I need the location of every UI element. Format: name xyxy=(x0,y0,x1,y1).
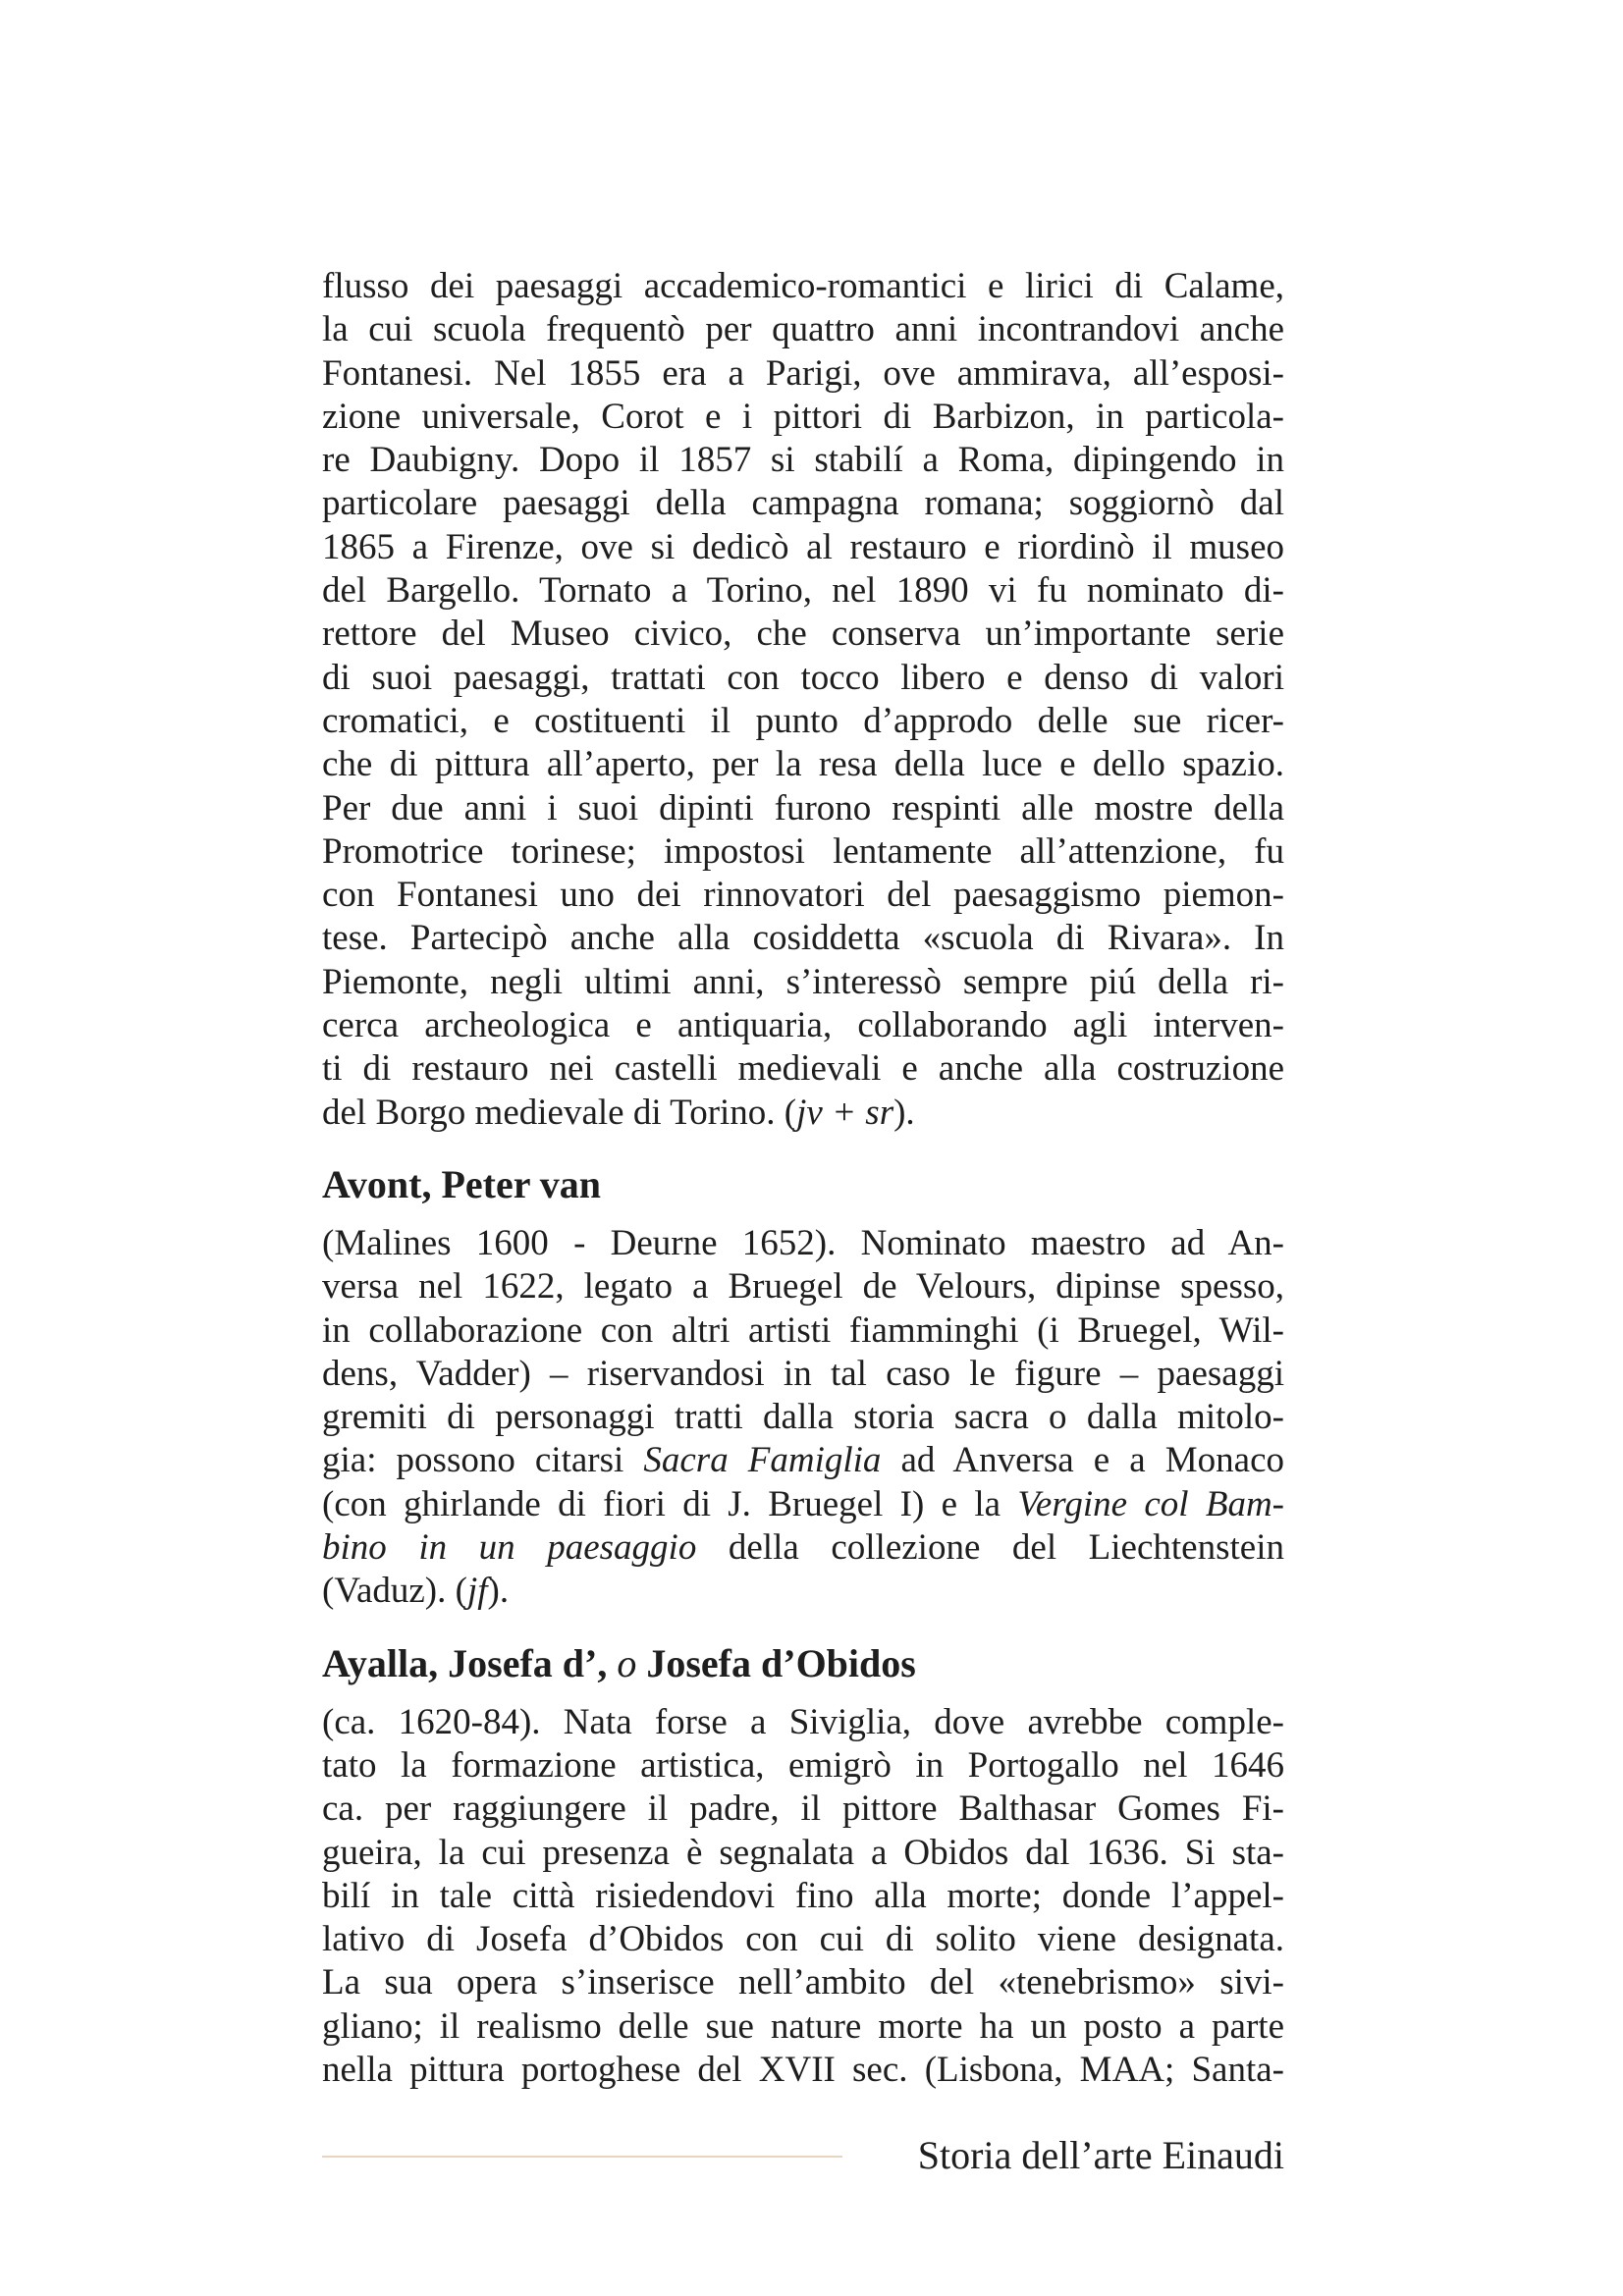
artwork-title: bino in un paesaggio xyxy=(322,1527,697,1569)
text-line: La sua opera s’inserisce nell’ambito del «tenebrismo» sivi- xyxy=(322,1962,1284,2003)
text-line: rettore del Museo civico, che conserva un’importante serie xyxy=(322,614,1284,655)
text-line: versa nel 1622, legato a Bruegel de Velours, dipinse spesso, xyxy=(322,1266,1284,1308)
text-line: Piemonte, negli ultimi anni, s’interessò sempre piú della ri- xyxy=(322,961,1284,1002)
entry-heading xyxy=(322,1640,1284,1687)
text-line: cromatici, e costituenti il punto d’approdo delle sue ricer- xyxy=(322,700,1284,741)
text-line xyxy=(322,1439,1284,1482)
text-line: 1865 a Firenze, ove si dedicò al restauro e riordinò il museo xyxy=(322,526,1284,567)
text-line: Per due anni i suoi dipinti furono respinti alle mostre della xyxy=(322,787,1284,828)
text-line: re Daubigny. Dopo il 1857 si stabilí a Roma, dipingendo in xyxy=(322,440,1284,481)
text-segment: gia: possono citarsi xyxy=(322,1440,644,1481)
artwork-title: Sacra Famiglia xyxy=(643,1440,882,1481)
footer-rule xyxy=(322,2156,842,2158)
text-line: la cui scuola frequentò per quattro anni incontrandovi anche xyxy=(322,309,1284,350)
text-segment: ad Anversa e a Monaco xyxy=(881,1440,1284,1481)
text-line: che di pittura all’aperto, per la resa della luce e dello spazio. xyxy=(322,744,1284,785)
text-line: flusso dei paesaggi accademico-romantici e lirici di Calame, xyxy=(322,266,1284,306)
text-line: del Bargello. Tornato a Torino, nel 1890 vi fu nominato di- xyxy=(322,570,1284,612)
author-initials: jf xyxy=(466,1571,488,1612)
text-line xyxy=(322,1570,1284,1613)
text-segment: ). xyxy=(487,1571,510,1612)
text-line: gliano; il realismo delle sue nature morte ha un posto a parte xyxy=(322,2005,1284,2047)
heading-connector: o xyxy=(617,1640,637,1685)
text-segment: (con ghirlande di fiori di J. Bruegel I) e la xyxy=(322,1483,1018,1524)
text-segment: della collezione del Liechtenstein xyxy=(696,1527,1284,1569)
text-line: tese. Partecipò anche alla cosiddetta «scuola di Rivara». In xyxy=(322,918,1284,959)
footer-label: Storia dell’arte Einaudi xyxy=(917,2133,1284,2177)
text-line: nella pittura portoghese del XVII sec. (Lisbona, MAA; Santa- xyxy=(322,2049,1284,2090)
text-line: cerca archeologica e antiquaria, collaborando agli interven- xyxy=(322,1005,1284,1046)
entry-heading: Avont, Peter van xyxy=(322,1161,602,1206)
text-line: ca. per raggiungere il padre, il pittore Balthasar Gomes Fi- xyxy=(322,1789,1284,1830)
text-segment: (Vaduz). ( xyxy=(322,1571,467,1612)
page-body xyxy=(322,265,1284,2092)
text-line xyxy=(322,1483,1284,1526)
artwork-title: Vergine col Bam- xyxy=(1017,1483,1284,1524)
heading-main: Ayalla, Josefa d’, xyxy=(322,1640,608,1685)
text-line: tato la formazione artistica, emigrò in Portogallo nel 1646 xyxy=(322,1744,1284,1786)
text-line: lativo di Josefa d’Obidos con cui di solito viene designata. xyxy=(322,1919,1284,1960)
entry-ayalla xyxy=(322,1640,1284,2093)
heading-alternate: Josefa d’Obidos xyxy=(646,1640,916,1685)
entry-avont xyxy=(322,1161,1284,1614)
page-footer xyxy=(322,2128,1284,2187)
text-line: zione universale, Corot e i pittori di Barbizon, in particola- xyxy=(322,396,1284,437)
text-segment: del Borgo medievale di Torino. ( xyxy=(322,1092,797,1133)
text-line: con Fontanesi uno dei rinnovatori del paesaggismo piemon- xyxy=(322,875,1284,916)
text-line: particolare paesaggi della campagna romana; soggiornò dal xyxy=(322,483,1284,524)
text-line: dens, Vadder) – riservandosi in tal caso le figure – paesaggi xyxy=(322,1353,1284,1394)
text-line: gueira, la cui presenza è segnalata a Obidos dal 1636. Si sta- xyxy=(322,1832,1284,1873)
text-line xyxy=(322,1092,1284,1135)
text-segment: ). xyxy=(893,1092,915,1133)
text-line: gremiti di personaggi tratti dalla storia sacra o dalla mitolo- xyxy=(322,1397,1284,1438)
text-line: in collaborazione con altri artisti fiamminghi (i Bruegel, Wil- xyxy=(322,1309,1284,1351)
text-line: (ca. 1620-84). Nata forse a Siviglia, dove avrebbe comple- xyxy=(322,1701,1284,1742)
text-line: bilí in tale città risiedendovi fino alla morte; donde l’appel- xyxy=(322,1875,1284,1916)
continuation-paragraph xyxy=(322,265,1284,1135)
text-line: Fontanesi. Nel 1855 era a Parigi, ove ammirava, all’esposi- xyxy=(322,352,1284,394)
text-line: di suoi paesaggi, trattati con tocco libero e denso di valori xyxy=(322,657,1284,698)
text-line xyxy=(322,1526,1284,1570)
text-line: Promotrice torinese; impostosi lentamente all’attenzione, fu xyxy=(322,830,1284,872)
text-line: ti di restauro nei castelli medievali e anche alla costruzione xyxy=(322,1048,1284,1090)
text-line: (Malines 1600 - Deurne 1652). Nominato maestro ad An- xyxy=(322,1222,1284,1263)
author-initials: jv + sr xyxy=(796,1092,894,1133)
